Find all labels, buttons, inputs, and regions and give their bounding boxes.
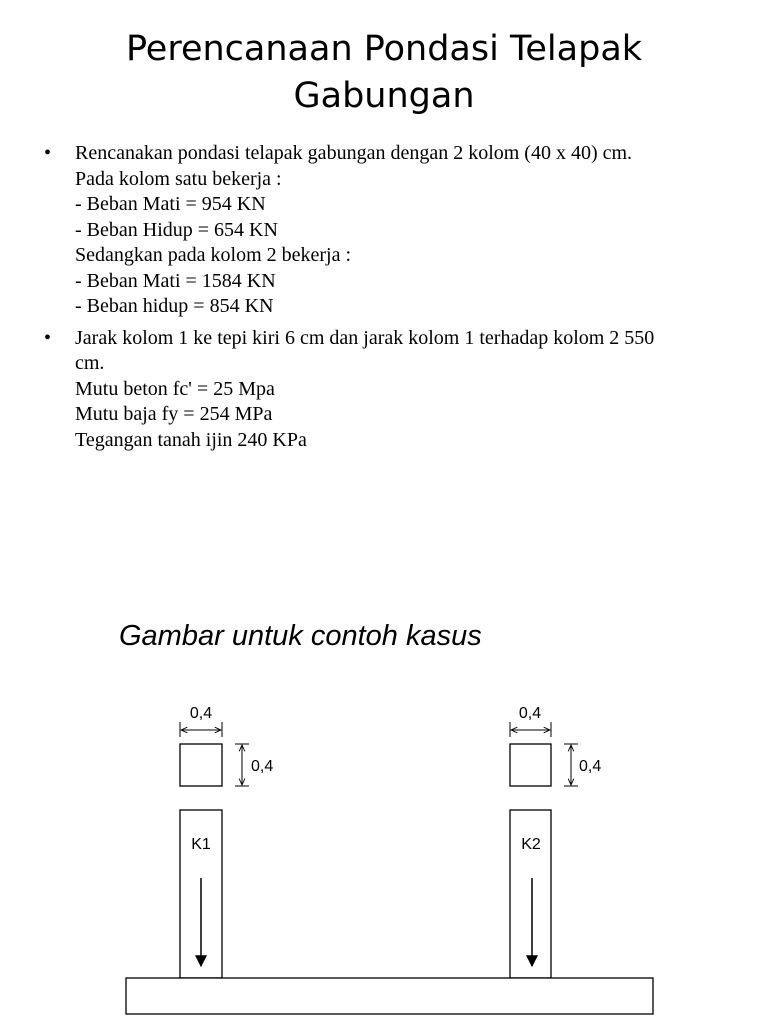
bullet-line: Rencanakan pondasi telapak gabungan dengan 2 kolom (40 x 40) cm. bbox=[75, 142, 633, 164]
column-2-label: K2 bbox=[521, 836, 541, 853]
column-1-label: K1 bbox=[191, 836, 211, 853]
bullet-symbol: • bbox=[44, 326, 52, 349]
column-1-width-label: 0,4 bbox=[189, 705, 213, 722]
column-2-height-label: 0,4 bbox=[579, 758, 602, 775]
bullet-line: cm. bbox=[75, 352, 105, 374]
bullet-line: - Beban Hidup = 654 KN bbox=[75, 218, 278, 241]
column-2-width-label: 0,4 bbox=[518, 705, 542, 722]
figure-caption: Gambar untuk contoh kasus bbox=[119, 620, 482, 652]
bullet-line: Sedangkan pada kolom 2 bekerja : bbox=[75, 244, 352, 266]
column-1-plan bbox=[180, 705, 273, 786]
column-1-cross-section bbox=[180, 744, 222, 786]
bullet-line: Mutu beton fc' = 25 Mpa bbox=[75, 377, 275, 400]
combined-footing bbox=[126, 978, 653, 1014]
bullet-line: - Beban Mati = 954 KN bbox=[75, 193, 266, 215]
bullet-line: Jarak kolom 1 ke tepi kiri 6 cm dan jarak kolom 1 terhadap kolom 2 550 bbox=[75, 326, 655, 349]
bullet-line: Mutu baja fy = 254 MPa bbox=[75, 403, 273, 425]
bullet-line: - Beban hidup = 854 KN bbox=[75, 295, 274, 317]
bullet-line: - Beban Mati = 1584 KN bbox=[75, 269, 276, 292]
bullet-symbol: • bbox=[44, 142, 52, 164]
column-2-plan bbox=[510, 705, 601, 786]
column-2-elevation bbox=[510, 810, 551, 978]
bullet-line: Tegangan tanah ijin 240 KPa bbox=[75, 428, 307, 451]
title-line-1: Perencanaan Pondasi Telapak bbox=[125, 29, 643, 69]
column-1-height-label: 0,4 bbox=[251, 758, 274, 775]
bullet-line: Pada kolom satu bekerja : bbox=[75, 167, 282, 190]
column-1-elevation bbox=[180, 810, 222, 978]
title-line-2: Gabungan bbox=[293, 76, 475, 116]
column-2-cross-section bbox=[510, 744, 551, 786]
